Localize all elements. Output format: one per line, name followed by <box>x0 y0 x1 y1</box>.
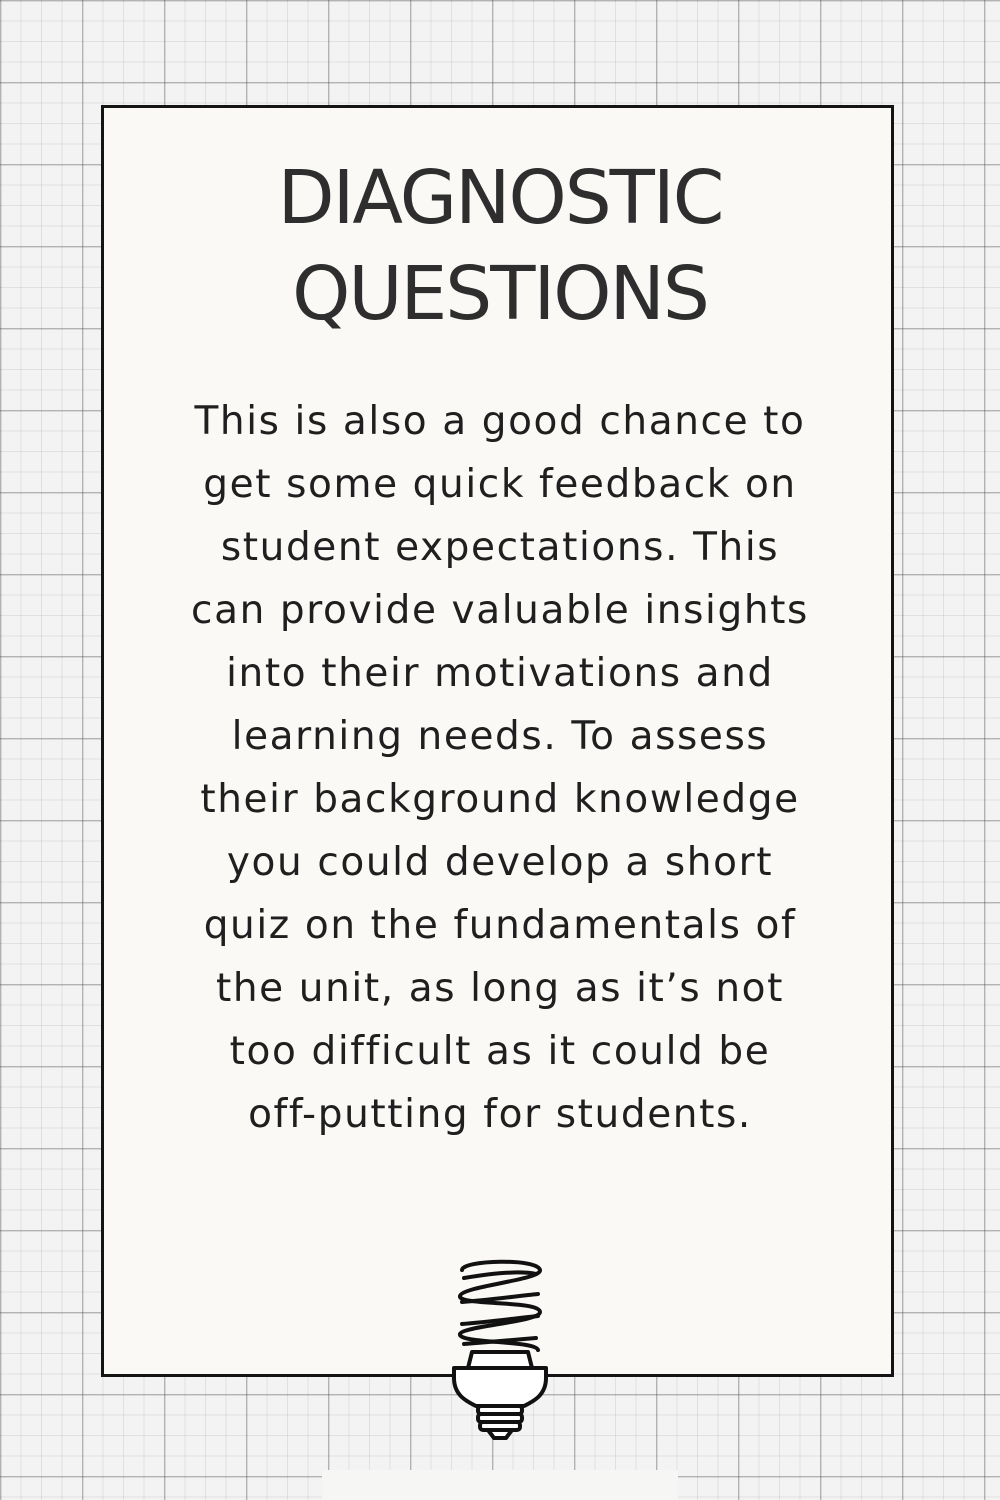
body-line: into their motivations and <box>226 651 774 696</box>
body-line: This is also a good chance to <box>194 399 806 444</box>
body-line: too difficult as it could be <box>229 1029 771 1074</box>
body-line: get some quick feedback on <box>203 462 797 507</box>
body-line: their background knowledge <box>200 777 800 822</box>
body-line: off-putting for students. <box>248 1092 752 1137</box>
body-paragraph <box>145 390 855 1146</box>
title-line-2: QUESTIONS <box>292 251 708 337</box>
body-line: quiz on the fundamentals of <box>203 903 797 948</box>
lightbulb-icon <box>448 1256 552 1442</box>
body-line: the unit, as long as it’s not <box>215 966 785 1011</box>
body-line: can provide valuable insights <box>191 588 809 633</box>
body-line: student expectations. This <box>220 525 780 570</box>
bottom-strip <box>322 1470 678 1500</box>
body-line: learning needs. To assess <box>231 714 769 759</box>
body-line: you could develop a short <box>226 840 774 885</box>
title-line-1: DIAGNOSTIC <box>277 155 723 241</box>
page-title <box>0 150 1000 342</box>
